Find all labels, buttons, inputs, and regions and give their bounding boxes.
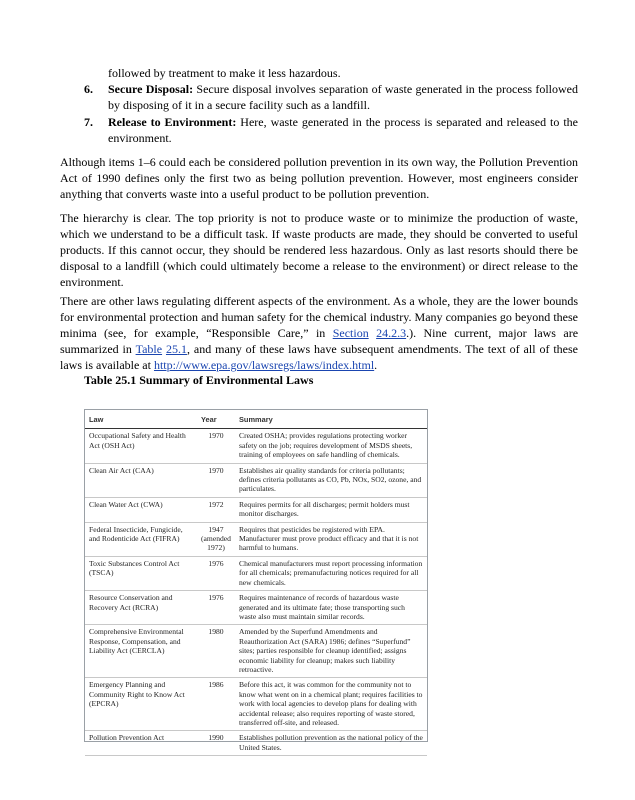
year-cell: 1980 bbox=[197, 625, 235, 678]
table-header-row bbox=[85, 410, 427, 429]
header-year: Year bbox=[197, 410, 235, 429]
paragraph-1: Although items 1–6 could each be considered pollution prevention in its own way, the Pollution Prevention Act of 1990 defines only the first two as being pollution prevention. However, most engineers consider anything that converts waste into a useful product to be pollution prevention. bbox=[60, 155, 578, 201]
paragraph-3-text-4: . bbox=[374, 358, 378, 372]
list-number: 7. bbox=[84, 115, 93, 129]
summary-cell: Chemical manufacturers must report processing information for all chemicals; premanufacturing notices required for all new chemicals. bbox=[235, 556, 427, 590]
table-row bbox=[85, 625, 427, 678]
table-row bbox=[85, 429, 427, 463]
intro-line: followed by treatment to make it less hazardous. bbox=[108, 66, 341, 80]
table-row bbox=[85, 678, 427, 731]
year-cell: 1990 bbox=[197, 731, 235, 756]
list-text: Secure disposal involves separation of waste generated in the process followed by disposing of it in a secure facility such as a landfill. bbox=[108, 82, 578, 112]
summary-cell: Requires that pesticides be registered with EPA. Manufacturer must prove product efficacy and that it is not harmful to humans. bbox=[235, 522, 427, 556]
summary-cell: Requires maintenance of records of hazardous waste generated and its ultimate fate; those transporting such waste also must maintain similar records. bbox=[235, 591, 427, 625]
paragraph-2: The hierarchy is clear. The top priority is not to produce waste or to minimize the production of waste, which we understand to be a difficult task. If waste products are made, they should be converted to useful products. If this cannot occur, they should be rendered less hazardous. Only as last resorts should there be disposal to a landfill (which could ultimately become a release to the environment) or direct release to the environment. bbox=[60, 211, 578, 289]
table-row bbox=[85, 591, 427, 625]
header-summary: Summary bbox=[235, 410, 427, 429]
law-cell: Resource Conservation and Recovery Act (RCRA) bbox=[85, 591, 197, 625]
year-cell: 1986 bbox=[197, 678, 235, 731]
year-cell: 1947 (amended 1972) bbox=[197, 522, 235, 556]
summary-cell: Requires permits for all discharges; permit holders must monitor discharges. bbox=[235, 497, 427, 522]
section-number-link[interactable]: 24.2.3 bbox=[376, 326, 407, 340]
year-cell: 1970 bbox=[197, 429, 235, 463]
year-cell: 1972 bbox=[197, 497, 235, 522]
law-cell: Clean Water Act (CWA) bbox=[85, 497, 197, 522]
environmental-laws-table bbox=[85, 410, 427, 756]
environmental-laws-table-image bbox=[84, 409, 428, 752]
table-number-link[interactable]: 25.1 bbox=[165, 342, 187, 356]
law-cell: Pollution Prevention Act bbox=[85, 731, 197, 756]
table-row bbox=[85, 522, 427, 556]
paragraph-3-text-2: .). Nine current, major laws are summarized in bbox=[60, 326, 579, 356]
summary-cell: Created OSHA; provides regulations protecting worker safety on the job; requires development of MSDS sheets, training of employees on safe handling of chemicals. bbox=[235, 429, 427, 463]
table-row bbox=[85, 731, 427, 756]
table-row bbox=[85, 497, 427, 522]
list-term: Secure Disposal: bbox=[108, 82, 194, 96]
epa-laws-link[interactable]: http://www.epa.gov/lawsregs/laws/index.html bbox=[153, 358, 375, 372]
summary-cell: Establishes pollution prevention as the national policy of the United States. bbox=[235, 731, 427, 756]
list-text: Here, waste generated in the process is separated and released to the environment. bbox=[108, 115, 578, 145]
law-cell: Emergency Planning and Community Right to Know Act (EPCRA) bbox=[85, 678, 197, 731]
summary-cell: Amended by the Superfund Amendments and Reauthorization Act (SARA) 1986; defines “Superfund” sites; parties responsible for cleanup identified; assigns economic liability for cleanup; makes such liability retroactive. bbox=[235, 625, 427, 678]
law-cell: Toxic Substances Control Act (TSCA) bbox=[85, 556, 197, 590]
list-item-7 bbox=[84, 114, 578, 146]
paragraph-3-text-3: , and many of these laws have subsequent amendments. The text of all of these laws is available at bbox=[60, 342, 578, 372]
table-caption: Table 25.1 Summary of Environmental Laws bbox=[84, 373, 314, 387]
law-cell: Federal Insecticide, Fungicide, and Rodenticide Act (FIFRA) bbox=[85, 522, 197, 556]
law-cell: Comprehensive Environmental Response, Compensation, and Liability Act (CERCLA) bbox=[85, 625, 197, 678]
law-cell: Occupational Safety and Health Act (OSH Act) bbox=[85, 429, 197, 463]
list-item-6 bbox=[84, 81, 578, 113]
year-cell: 1976 bbox=[197, 591, 235, 625]
list-term: Release to Environment: bbox=[108, 115, 237, 129]
list-number: 6. bbox=[84, 82, 93, 96]
table-row bbox=[85, 463, 427, 497]
summary-cell: Before this act, it was common for the community not to know what went on in a chemical plant; requires facilities to work with local agencies to develop plans for dealing with accidental release; also requires reporting of waste stored, transferred off-site, and released. bbox=[235, 678, 427, 731]
section-link[interactable]: Section bbox=[332, 326, 369, 340]
year-cell: 1970 bbox=[197, 463, 235, 497]
summary-cell: Establishes air quality standards for criteria pollutants; defines criteria pollutants as CO, Pb, NOx, SO2, ozone, and particulates. bbox=[235, 463, 427, 497]
list-continuation bbox=[84, 65, 578, 81]
header-law: Law bbox=[85, 410, 197, 429]
law-cell: Clean Air Act (CAA) bbox=[85, 463, 197, 497]
paragraph-3-text-1: There are other laws regulating different aspects of the environment. As a whole, they are the lower bounds for environmental protection and human safety for the chemical industry. Many companies go beyond these minima (see, for example, “Responsible Care,” in bbox=[60, 294, 578, 340]
year-cell: 1976 bbox=[197, 556, 235, 590]
table-row bbox=[85, 556, 427, 590]
paragraph-3 bbox=[60, 293, 578, 373]
table-link[interactable]: Table bbox=[135, 342, 163, 356]
